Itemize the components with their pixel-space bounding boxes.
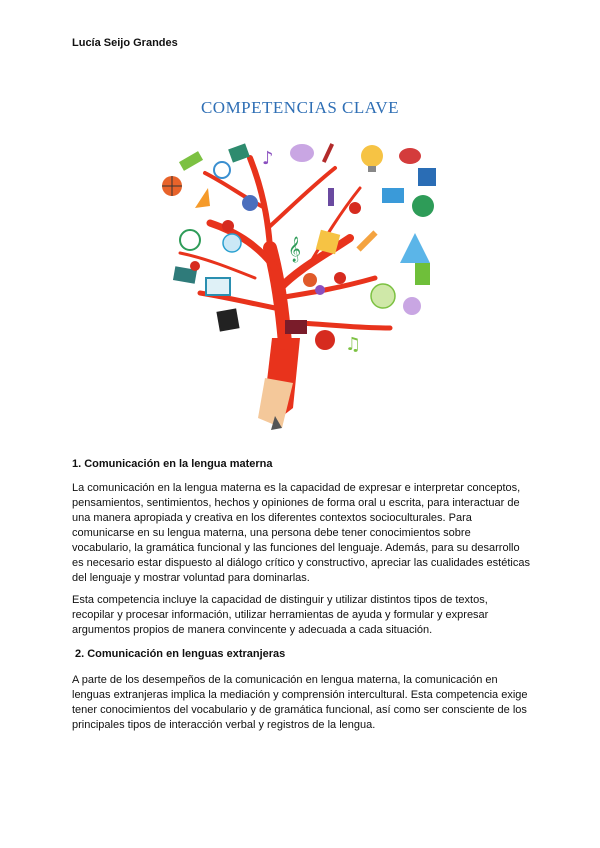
palette-icon: [403, 297, 421, 315]
flask-icon: [400, 233, 430, 263]
world-icon: [242, 195, 258, 211]
soccer-ball-icon: [180, 230, 200, 250]
pencil-icon: [258, 338, 300, 430]
section-heading-2: 2. Comunicación en lenguas extranjeras: [75, 648, 286, 660]
book-icon: [228, 143, 250, 162]
microscope-icon: [328, 188, 334, 206]
section-heading-1: 1. Comunicación en la lengua materna: [72, 458, 273, 470]
palette-icon: [290, 144, 314, 162]
abc-block-icon: [418, 168, 436, 186]
basketball-icon: [162, 176, 182, 196]
apple-icon: [190, 261, 200, 271]
author-name: Lucía Seijo Grandes: [72, 37, 178, 49]
apple-icon: [334, 272, 346, 284]
book-icon: [415, 263, 430, 285]
treble-clef-icon: [288, 236, 301, 262]
monitor-icon: [206, 278, 230, 295]
briefcase-icon: [285, 320, 307, 334]
briefcase-icon: [382, 188, 404, 203]
music-note-icon: [262, 148, 274, 169]
section-1-paragraph-1: La comunicación en la lengua materna es la capacidad de expresar e interpretar conceptos, pensamientos, sentimientos, hechos y opiniones de forma oral u escrita, para interactuar de una manera apropiada y creativa en los diferentes contextos socioculturales. Para comunicarse en su lengua materna, una persona debe tener conocimientos sobre vocabulario, la gramática funcional y las funciones del lenguaje. Además, para su desarrollo es necesario estar dispuesto al diálogo crítico y constructivo, apreciar las cualidades estéticas del lenguaje y mostrar voluntad para dominarlas.: [72, 482, 530, 584]
tree-trunk: [180, 158, 390, 343]
gamepad-icon: [399, 148, 421, 164]
pencil-tree-illustration: [150, 128, 450, 433]
pencil-icon: [356, 230, 377, 251]
music-note-icon: [345, 334, 361, 355]
dice-icon: [216, 308, 239, 331]
clock-icon: [214, 162, 230, 178]
svg-text:♪: ♪: [262, 148, 274, 169]
apple-icon: [349, 202, 361, 214]
apple-icon: [315, 330, 335, 350]
brush-icon: [322, 143, 334, 163]
lightbulb-icon: [361, 145, 383, 172]
svg-text:♫: ♫: [345, 334, 362, 355]
section-2-paragraph-1: A parte de los desempeños de la comunicación en lengua materna, la comunicación en lenguas extranjeras implica la mediación y comprensión intercultural. Esta competencia exige tener conocimientos del vocabulario y de gramática funcional, así como ser consciente de los principales tipos de interacción verbal y registros de la lengua.: [72, 674, 528, 731]
document-title: COMPETENCIAS CLAVE: [200, 98, 400, 117]
apple-icon: [222, 220, 234, 232]
svg-text:𝄞: 𝄞: [288, 237, 302, 262]
section-1-paragraph-2: Esta competencia incluye la capacidad de distinguir y utilizar distintos tipos de textos, recopilar y procesar información, utilizar herramientas de ayuda y formular y expresar argumentos propios de manera convincente y adecuada a cada situación.: [72, 594, 489, 636]
globe-icon: [371, 284, 395, 308]
lightbulb-icon: [223, 234, 241, 252]
pencil-icon: [179, 151, 203, 171]
soccer-ball-icon: [412, 195, 434, 217]
rocket-icon: [195, 188, 210, 208]
